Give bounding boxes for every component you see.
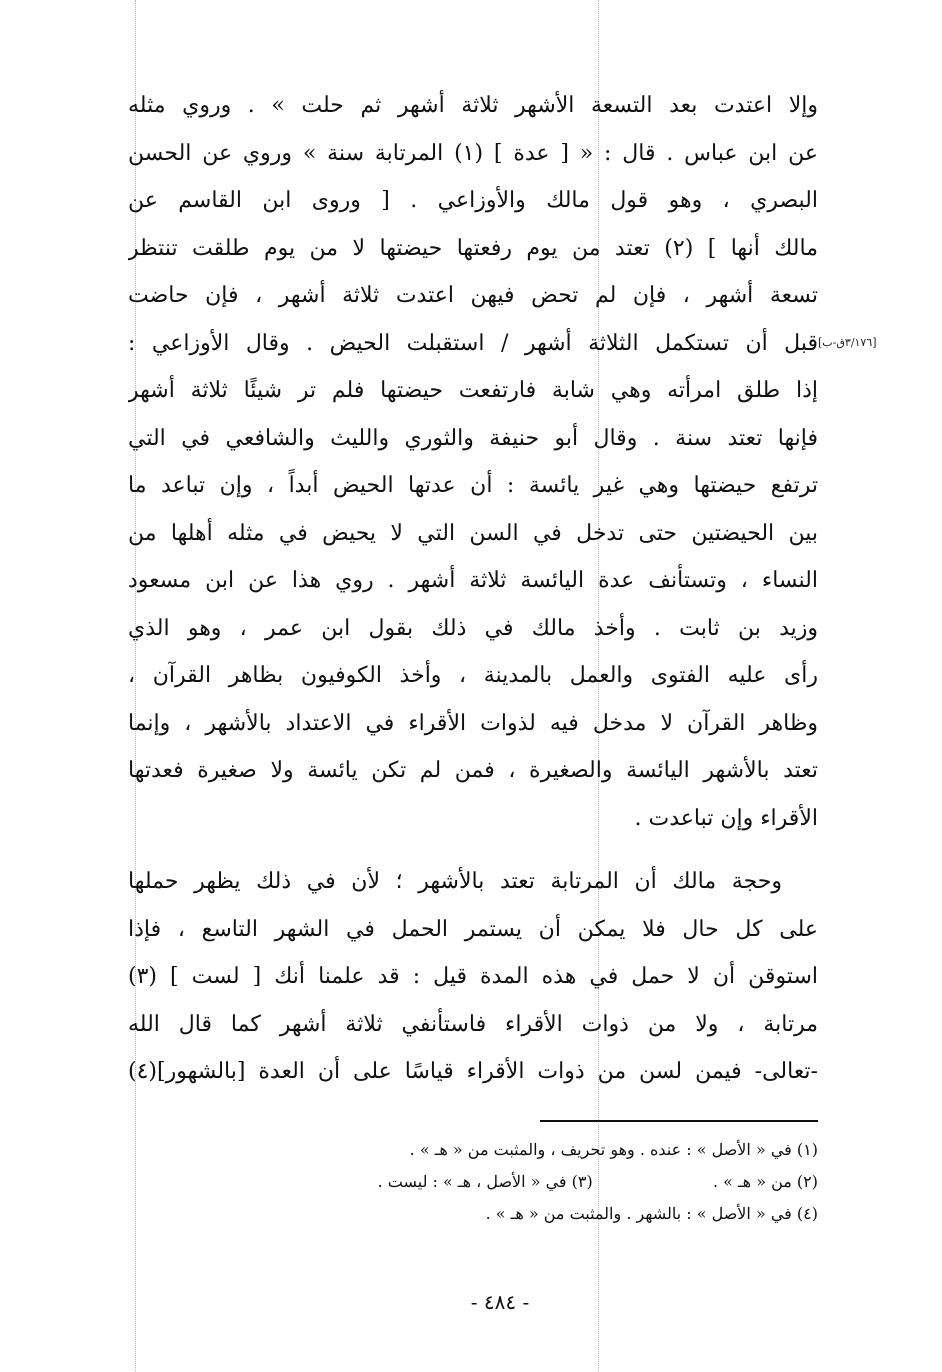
text-line: على كل حال فلا يمكن أن يستمر الحمل في الشهر التاسع ، فإذا — [128, 916, 818, 942]
text-line: مالك أنها ] (٢) تعتد من يوم رفعتها حيضتها لا من يوم طلقت تنتظر — [128, 235, 818, 261]
footnotes — [150, 1134, 818, 1230]
text-line: استوقن أن لا حمل في هذه المدة قيل : قد علمنا أنك [ لست ] (٣) — [128, 964, 818, 989]
text-line: مرتابة ، ولا من ذوات الأقراء فاستأنفي ثلاثة أشهر كما قال الله — [128, 1011, 818, 1037]
text-line: البصري ، وهو قول مالك والأوزاعي . [ وروى ابن القاسم عن — [128, 188, 818, 213]
footnote-2: (٢) من « هـ » . — [712, 1172, 818, 1191]
text-line: فإنها تعتد سنة . وقال أبو حنيفة والثوري والليث والشافعي في التي — [128, 425, 818, 451]
text-line: تسعة أشهر ، فإن لم تحض فيهن اعتدت ثلاثة أشهر ، فإن حاضت — [128, 283, 818, 308]
text-line: وظاهر القرآن لا مدخل فيه لذوات الأقراء في الاعتداد بالأشهر ، وإنما — [128, 710, 818, 736]
page-number: - ٤٨٤ - — [470, 1290, 530, 1314]
paragraph-gap — [128, 842, 818, 858]
footnote-3: (٣) في « الأصل ، هـ » : ليست . — [377, 1172, 593, 1191]
text-line: وزيد بن ثابت . وأخذ مالك في ذلك بقول ابن عمر ، وهو الذي — [128, 615, 818, 641]
main-text — [128, 82, 818, 1096]
text-line: بين الحيضتين حتى تدخل في السن التي لا يحيض في مثله أهلها من — [128, 520, 818, 546]
text-line: وإلا اعتدت بعد التسعة الأشهر ثلاثة أشهر ثم حلت » . وروي مثله — [128, 93, 818, 118]
text-line: رأى عليه الفتوى والعمل بالمدينة ، وأخذ الكوفيون بظاهر القرآن ، — [128, 663, 818, 688]
text-line: النساء ، وتستأنف عدة اليائسة ثلاثة أشهر . روي هذا عن ابن مسعود — [128, 568, 818, 593]
text-line: تعتد بالأشهر اليائسة والصغيرة ، فمن لم تكن يائسة ولا صغيرة فعدتها — [128, 758, 818, 783]
text-line: وحجة مالك أن المرتابة تعتد بالأشهر ؛ لأن في ذلك يظهر حملها — [128, 869, 782, 894]
text-line: -تعالى- فيمن لسن من ذوات الأقراء قياسًا على أن العدة [بالشهور](٤) — [128, 1059, 818, 1084]
text-line: الأقراء وإن تباعدت . — [634, 805, 818, 831]
text-line: قبل أن تستكمل الثلاثة أشهر / استقبلت الحيض . وقال الأوزاعي : — [128, 330, 818, 356]
text-line: عن ابن عباس . قال : « [ عدة ] (١) المرتابة سنة » وروي عن الحسن — [128, 140, 818, 166]
text-line: إذا طلق امرأته وهي شابة فارتفعت حيضتها فلم تر شيئًا ثلاثة أشهر — [128, 378, 818, 403]
footnote-row-2-3 — [150, 1166, 818, 1198]
manuscript-folio-note: [٣/١٧٦ق-ب] — [818, 336, 877, 349]
text-line: ترتفع حيضتها وهي غير يائسة : أن عدتها الحيض أبداً ، وإن تباعد ما — [128, 473, 818, 498]
footnote-4: (٤) في « الأصل » : بالشهر . والمثبت من « هـ » . — [485, 1204, 818, 1223]
footnote-1: (١) في « الأصل » : عنده . وهو تحريف ، والمثبت من « هـ » . — [409, 1140, 818, 1159]
footnote-separator — [540, 1120, 818, 1122]
